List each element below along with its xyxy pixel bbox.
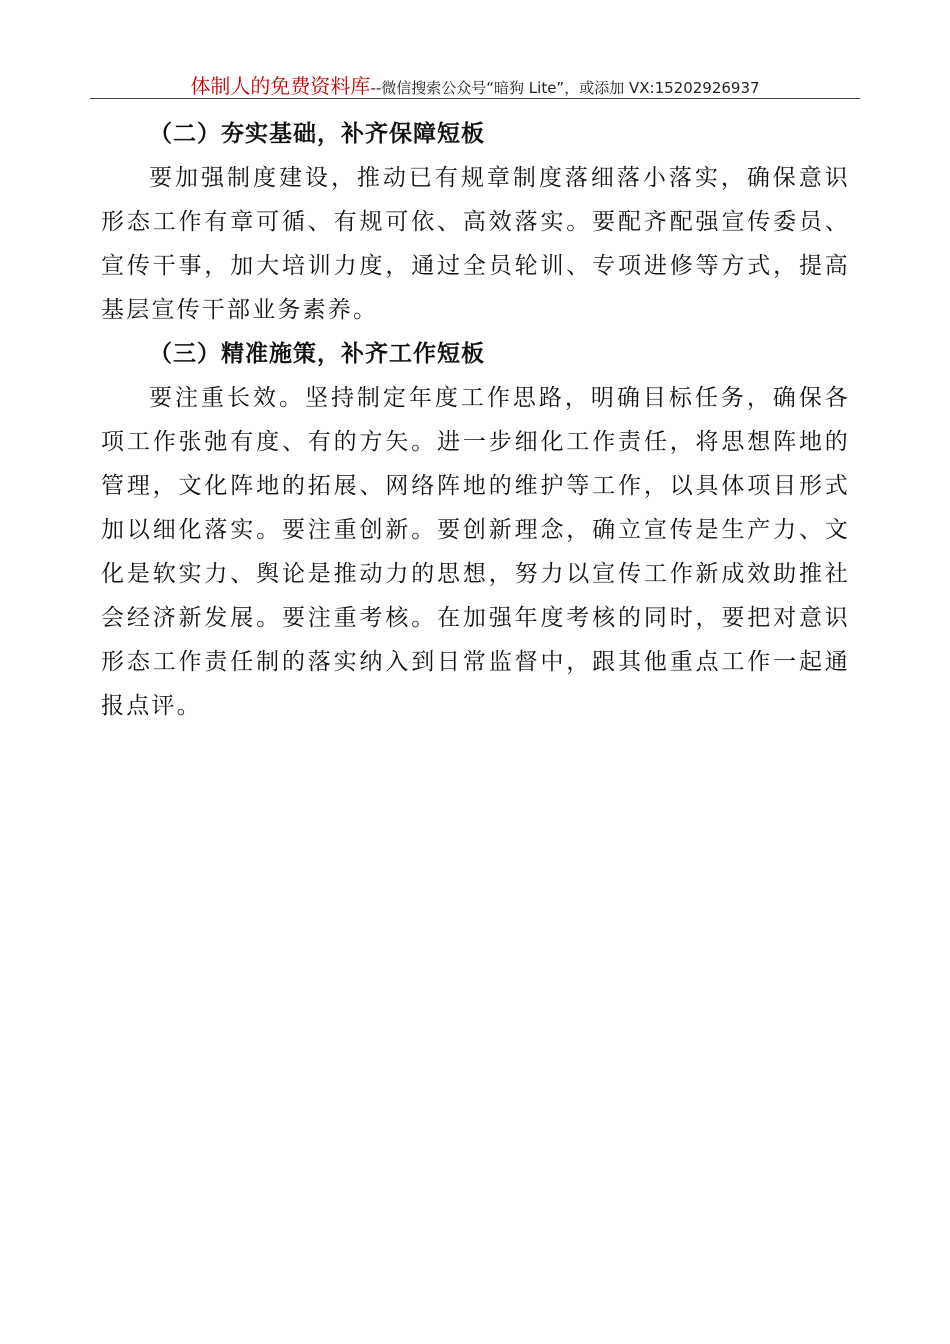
document-body [101, 112, 850, 728]
page-header [90, 70, 860, 99]
section-heading: （二）夯实基础，补齐保障短板 [149, 120, 485, 147]
section-heading: （三）精准施策，补齐工作短板 [149, 340, 485, 367]
header-brand: 体制人的免费资料库 [190, 74, 371, 98]
header-note: --微信搜索公众号“暗狗 Lite”，或添加 VX:15202926937 [370, 79, 760, 97]
section-paragraph: 要注重长效。坚持制定年度工作思路，明确目标任务，确保各项工作张弛有度、有的方矢。进一步细化工作责任，将思想阵地的管理，文化阵地的拓展、网络阵地的维护等工作，以具体项目形式加以细化落实。要注重创新。要创新理念，确立宣传是生产力、文化是软实力、舆论是推动力的思想，努力以宣传工作新成效助推社会经济新发展。要注重考核。在加强年度考核的同时，要把对意识形态工作责任制的落实纳入到日常监督中，跟其他重点工作一起通报点评。 [101, 385, 850, 719]
section-paragraph: 要加强制度建设，推动已有规章制度落细落小落实，确保意识形态工作有章可循、有规可依、高效落实。要配齐配强宣传委员、宣传干事，加大培训力度，通过全员轮训、专项进修等方式，提高基层宣传干部业务素养。 [101, 165, 850, 323]
